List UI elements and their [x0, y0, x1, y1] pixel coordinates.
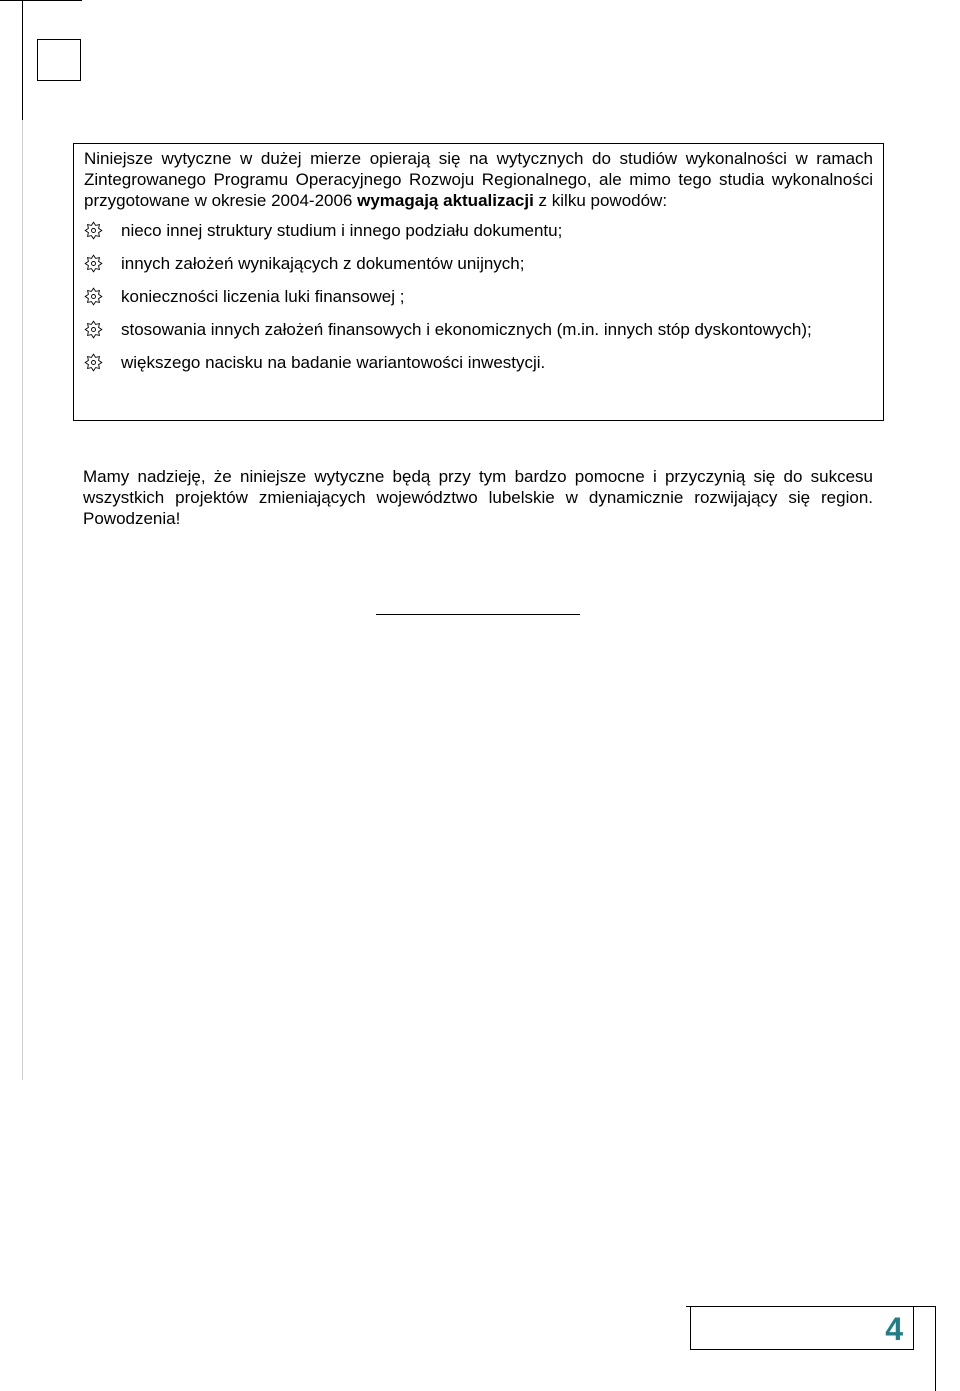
- intro-text-bold: wymagają aktualizacji: [357, 191, 534, 210]
- closing-paragraph: Mamy nadzieję, że niniejsze wytyczne będą przy tym bardzo pomocne i przyczynią się do sukcesu wszystkich projektów zmieniających województwo lubelskie w dynamicznie rozwijający się region. Powodzenia!: [83, 467, 873, 528]
- intro-paragraph: [84, 148, 873, 211]
- frame-top-line: [0, 0, 82, 1]
- list-item: [84, 352, 873, 373]
- list-item-text: większego nacisku na badanie wariantowości inwestycji.: [121, 353, 546, 372]
- sun-outline-icon: [84, 254, 103, 273]
- list-item-text: konieczności liczenia luki finansowej ;: [121, 287, 405, 306]
- sun-outline-icon: [84, 221, 103, 240]
- frame-left-vertical-line-dark: [22, 0, 23, 120]
- page-number-box: [690, 1306, 914, 1350]
- frame-corner-box: [37, 39, 81, 81]
- sun-outline-icon: [84, 320, 103, 339]
- reasons-list: [84, 220, 873, 373]
- sun-outline-icon: [84, 353, 103, 372]
- intro-text-end: z kilku powodów:: [533, 191, 668, 210]
- list-item-text: nieco innej struktury studium i innego podziału dokumentu;: [121, 221, 563, 240]
- list-item-text: stosowania innych założeń finansowych i ekonomicznych (m.in. innych stóp dyskontowych);: [121, 320, 812, 339]
- intro-text-start: Niniejsze wytyczne w dużej mierze opierają się na wytycznych do studiów wykonalności w ramach Zintegrowanego Programu Operacyjnego Rozwoju Regionalnego, ale mimo tego studia wykonalności przygotowane w okresie 2004-2006: [84, 149, 873, 210]
- list-item: [84, 319, 873, 340]
- list-item: [84, 220, 873, 241]
- list-item: [84, 253, 873, 274]
- page-number: 4: [885, 1311, 903, 1347]
- sun-outline-icon: [84, 287, 103, 306]
- separator-line: [376, 614, 580, 615]
- frame-right-vertical-line: [935, 1306, 936, 1391]
- list-item: [84, 286, 873, 307]
- frame-left-vertical-line: [22, 0, 23, 1080]
- intro-box: [73, 143, 884, 421]
- list-item-text: innych założeń wynikających z dokumentów unijnych;: [121, 254, 525, 273]
